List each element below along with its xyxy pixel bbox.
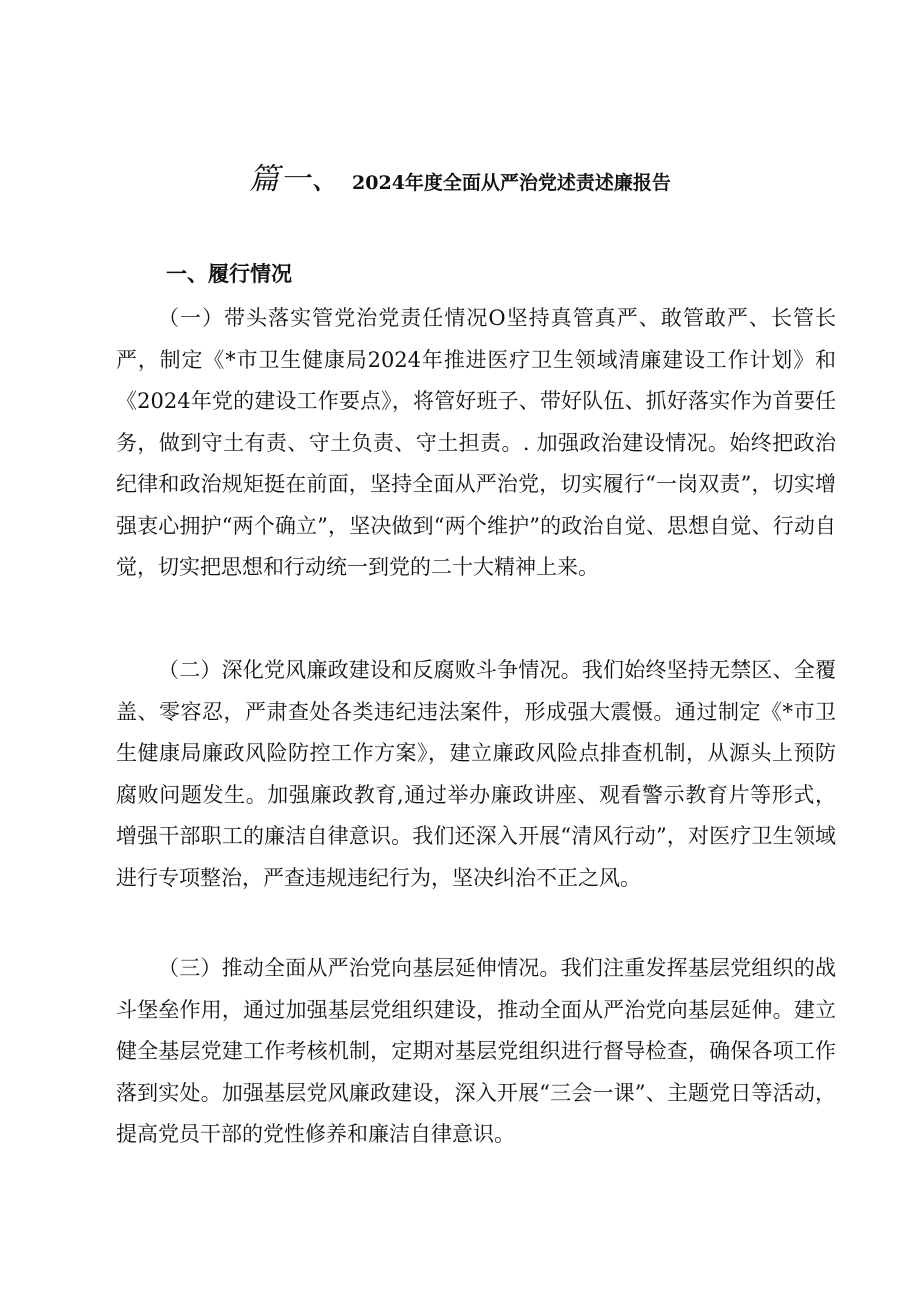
section-heading: 一、履行情况 — [166, 261, 292, 286]
title-prefix: 篇一、 — [249, 162, 343, 197]
paragraph-3: （三）推动全面从严治党向基层延伸情况。我们注重发挥基层党组织的战斗堡垒作用，通过加强基层党组织建设，推动全面从严治党向基层延伸。建立健全基层党建工作考核机制，定期对基层党组织进行督导检查，确保各项工作落到实处。加强基层党风廉政建设，深入开展“三会一课”、主题党日等活动，提高党员干部的党性修养和廉洁自律意识。 — [116, 956, 836, 1146]
paragraph-2: （二）深化党风廉政建设和反腐败斗争情况。我们始终坚持无禁区、全覆盖、零容忍，严肃查处各类违纪违法案件，形成强大震慑。通过制定《*市卫生健康局廉政风险防控工作方案》，建立廉政风险点排查机制，从源头上预防腐败问题发生。加强廉政教育,通过举办廉政讲座、观看警示教育片等形式，增强干部职工的廉洁自律意识。我们还深入开展“清风行动”，对医疗卫生领域进行专项整治，严查违规违纪行为，坚决纠治不正之风。 — [116, 658, 836, 890]
title-main: 2024年度全面从严治党述责述廉报告 — [352, 172, 671, 194]
document-title — [0, 160, 920, 204]
paragraph-1: （一）带头落实管党治党责任情况O坚持真管真严、敢管敢严、长管长严，制定《*市卫生健康局2024年推进医疗卫生领域清廉建设工作计划》和《2024年党的建设工作要点》，将管好班子、带好队伍、抓好落实作为首要任务，做到守土有责、守土负责、守土担责。. 加强政治建设情况。始终把政治纪律和政治规矩挺在前面，坚持全面从严治党，切实履行“一岗双责”，切实增强衷心拥护“两个确立”，坚决做到“两个维护”的政治自觉、思想自觉、行动自觉，切实把思想和行动统一到党的二十大精神上来。 — [116, 306, 836, 579]
